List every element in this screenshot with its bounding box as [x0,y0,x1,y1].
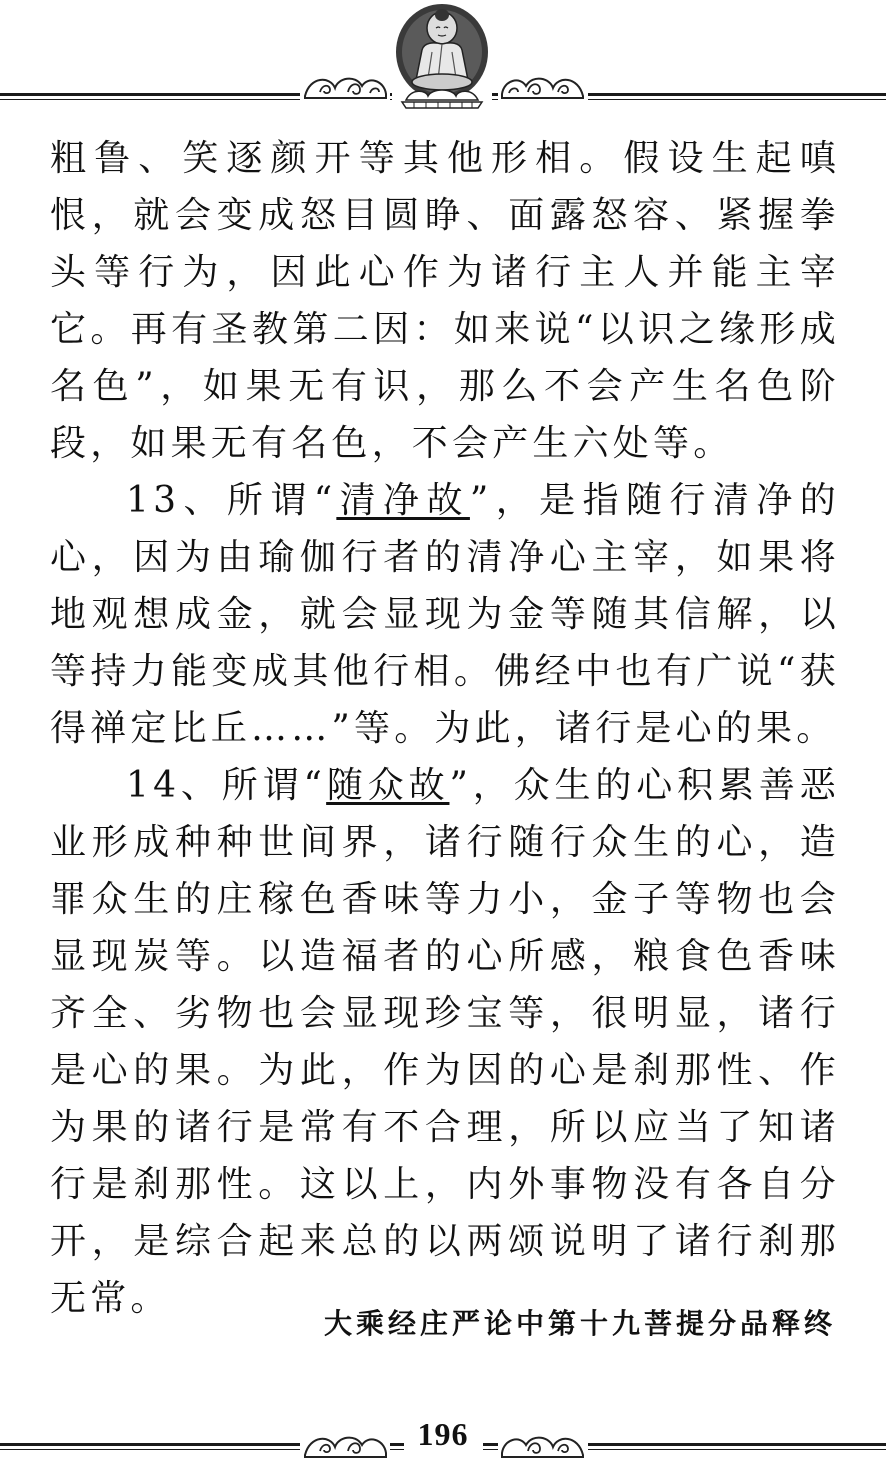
page-header [0,0,886,118]
paragraph-2 [50,472,840,757]
chapter-colophon: 大乘经庄严论中第十九菩提分品释终 [323,1307,836,1340]
paragraph-2-prefix: 13、所谓“ [126,480,337,521]
paragraph-3 [50,757,840,1327]
paragraph-3-suffix: ”，众生的心积累善恶业形成种种世间界，诸行随行众生的心，造罪众生的庄稼色香味等力小，金子等物也会显现炭等。以造福者的心所感，粮食色香味齐全、劣物也会显现珍宝等，很明显，诸行是心的果。为此，作为因的心是刹那性、作为果的诸行是常有不合理，所以应当了知诸行是刹那性。这以上，内外事物没有各自分开，是综合起来总的以两颂说明了诸行刹那无常。 [50,765,840,1319]
paragraph-1: 粗鲁、笑逐颜开等其他形相。假设生起嗔恨，就会变成怒目圆睁、面露怒容、紧握拳头等行为，因此心作为诸行主人并能主宰它。再有圣教第二因：如来说“以识之缘形成名色”，如果无有识，那么不会产生名色阶段，如果无有名色，不会产生六处等。 [50,138,840,464]
term-qingjing: 清净故 [336,480,470,521]
buddha-figure-icon [392,2,492,110]
term-suizhong: 随众故 [326,765,450,806]
paragraph-3-prefix: 14、所谓“ [126,765,327,806]
page-number [0,1416,886,1453]
paragraph-2-suffix: ”，是指随行清净的心，因为由瑜伽行者的清净心主宰，如果将地观想成金，就会显现为金等随其信解，以等持力能变成其他行相。佛经中也有广说“获得禅定比丘……”等。为此，诸行是心的果。 [50,480,840,749]
cloud-scroll-icon [498,66,588,106]
body-text [50,130,840,1327]
cloud-scroll-icon [300,66,390,106]
page-number-text: 196 [404,1416,483,1452]
